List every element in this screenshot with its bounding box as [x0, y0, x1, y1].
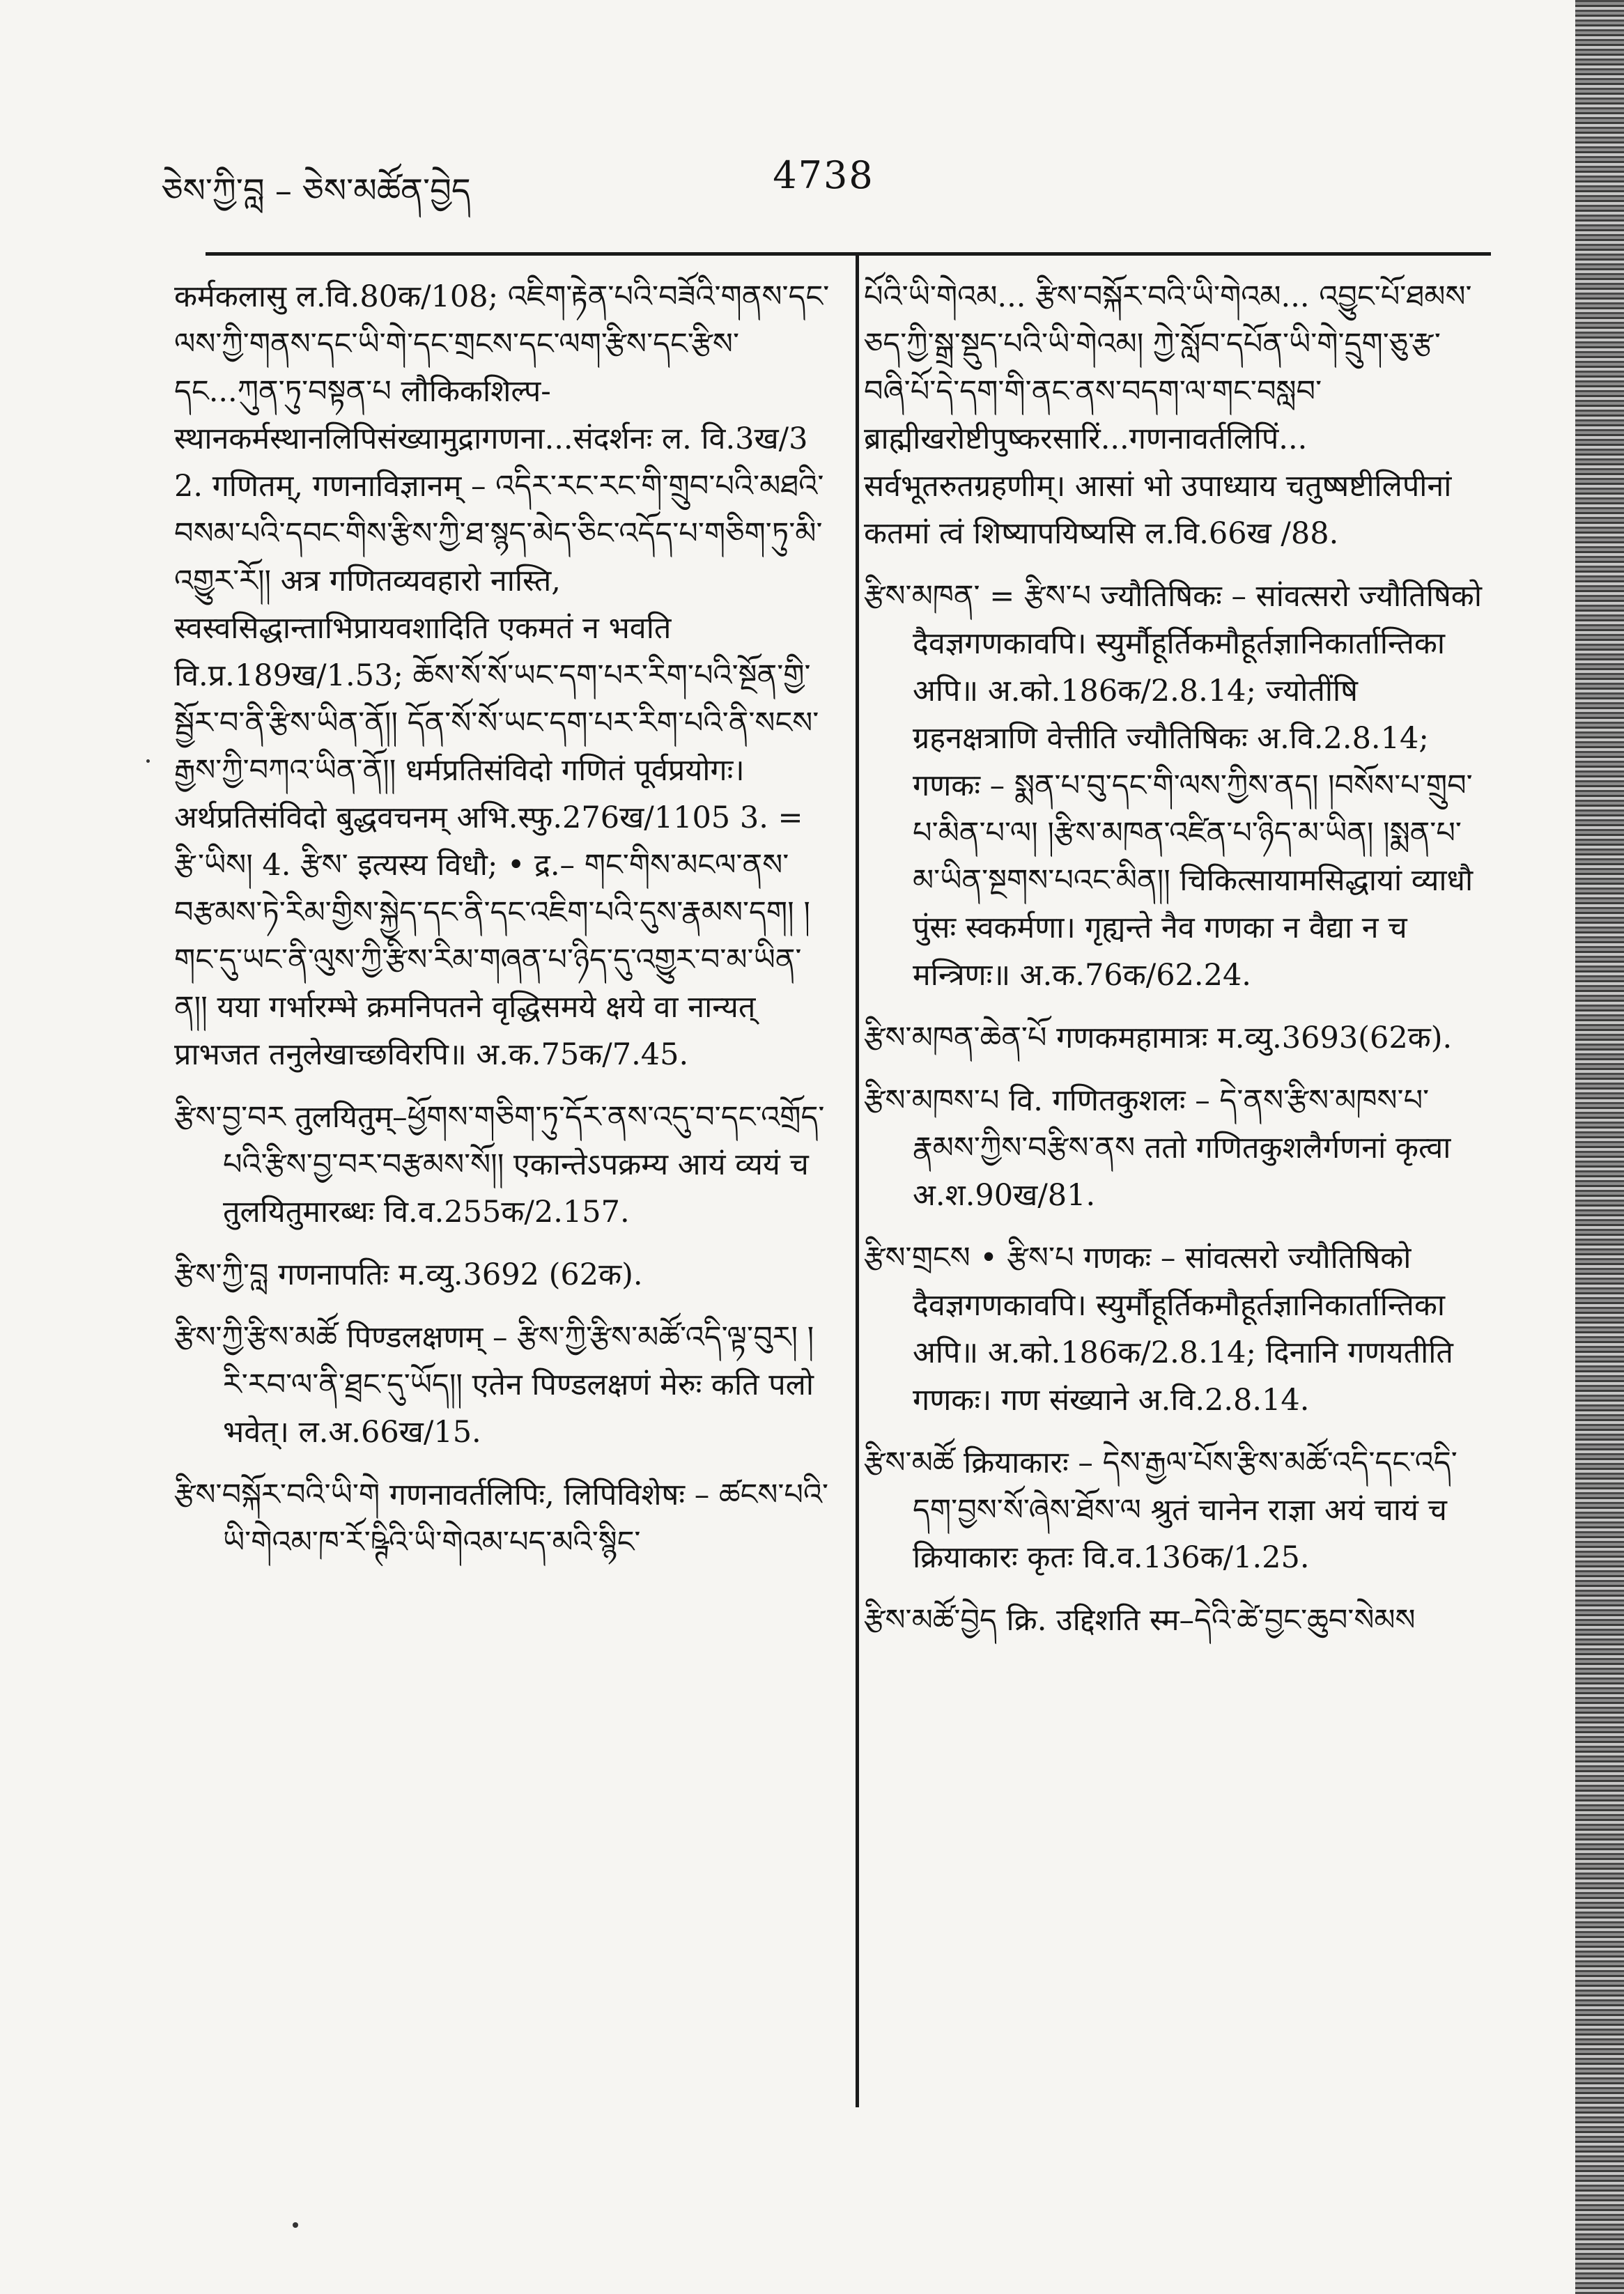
- dictionary-entry: རྩིས་མཚོ་བྱེད क्रि. उद्दिशति स्म–དེའི་ཚེ་བྱང་ཆུབ་སེམས: [864, 1603, 1416, 1638]
- dictionary-entry: རྩིས་མཁན་ = རྩིས་པ ज्यौतिषिकः – सांवत्सरो ज्यौतिषिको दैवज्ञगणकावपि। स्युर्मौहूर्तिकमौहूर्तज्ञानिकार्तान्तिका अपि॥ अ.को.186क/2.8.14; ज्योतींषि ग्रहनक्षत्राणि वेत्तीति ज्यौतिषिकः अ.वि.2.8.14; गणकः – སྨན་པ་བུ་དང་གི་ལས་ཀྱིས་ནད། །བསོས་པ་གྲུབ་པ་མིན་པ་ལ། །རྩིས་མཁན་འཛིན་པ་ཉིད་མ་ཡིན། །སྨན་པ་མ་ཡིན་སྔགས་པའང་མིན།། चिकित्सायामसिद्धायां व्याधौ पुंसः स्वकर्मणा। गृह्यन्ते नैव गणका न वैद्या न च मन्त्रिणः॥ अ.क.76क/62.24.: [864, 579, 1482, 993]
- dictionary-entry: རྩིས་བྱ་བར तुलयितुम्–ཕྱོགས་གཅིག་ཏུ་དོར་ནས་འདུ་བ་དང་འགྲོད་པའི་རྩིས་བྱ་བར་བརྩམས་སོ།། एकान्तेऽपक्रम्य आयं व्ययं च तुलयितुमारब्धः वि.व.255क/2.157.: [174, 1100, 825, 1230]
- scan-speck: [293, 2222, 298, 2228]
- dictionary-entry: རྩིས་བསྐོར་བའི་ཡི་གེ गणनावर्तलिपिः, लिपिविशेषः – ཚངས་པའི་ཡི་གེའམ་ཁ་རོ་ཥྚིའི་ཡི་གེའམ་པད་མའི་སྙིང་: [174, 1478, 829, 1560]
- dictionary-entry: རྩིས་མཁས་པ वि. गणितकुशलः – དེ་ནས་རྩིས་མཁས་པ་རྣམས་ཀྱིས་བརྩིས་ནས ततो गणितकुशलैर्गणनां कृत्वा अ.श.90ख/81.: [864, 1083, 1451, 1213]
- scan-edge-artifact: [1575, 0, 1624, 2294]
- right-column: [864, 273, 1484, 1659]
- dictionary-entry: རྩིས་མཚོ क्रियाकारः – དེས་རྒྱལ་པོས་རྩིས་མཚོ་འདི་དང་འདི་དག་བྱས་སོ་ཞེས་ཐོས་ལ श्रुतं चानेन राज्ञा अयं चायं च क्रियाकारः कृतः वि.व.136क/1.25.: [864, 1446, 1457, 1575]
- dictionary-entry: རྩིས་ཀྱི་བླ गणनापतिः म.व्यु.3692 (62क).: [174, 1257, 643, 1292]
- scan-speck: [146, 759, 150, 763]
- running-head: ཅེས་ཀྱི་བླ – ཅེས་མཚོན་བྱེད: [162, 171, 471, 210]
- dictionary-entry: རྩིས་གྲངས • རྩིས་པ गणकः – सांवत्सरो ज्यौतिषिको दैवज्ञगणकावपि। स्युर्मौहूर्तिकमौहूर्तज्ञानिकार्तान्तिका अपि॥ अ.को.186क/2.8.14; दिनानि गणयतीति गणकः। गण संख्याने अ.वि.2.8.14.: [864, 1241, 1453, 1418]
- dictionary-entry: རྩིས་མཁན་ཆེན་པོ गणकमहामात्रः म.व्यु.3693(62क).: [864, 1021, 1453, 1055]
- entry-continuation: कर्मकलासु ल.वि.80क/108; འཇིག་རྟེན་པའི་བཟོའི་གནས་དང་ལས་ཀྱི་གནས་དང་ཡི་གེ་དང་གྲངས་དང་ལག་རྩིས་དང་རྩིས་དང...ཀུན་ཏུ་བསྟན་པ लौकिकशिल्प-स्थानकर्मस्थानलिपिसंख्यामुद्रागणना...संदर्शनः ल. वि.3ख/3 2. गणितम्, गणनाविज्ञानम् – འདིར་རང་རང་གི་གྲུབ་པའི་མཐའི་བསམ་པའི་དབང་གིས་རྩིས་ཀྱི་ཐ་སྙད་མེད་ཅིང་འདོད་པ་གཅིག་ཏུ་མི་འགྱུར་རོ།། अत्र गणितव्यवहारो नास्ति, स्वस्वसिद्धान्ताभिप्रायवशादिति एकमतं न भवति वि.प्र.189ख/1.53; ཆོས་སོ་སོ་ཡང་དག་པར་རིག་པའི་སྔོན་གྱི་སྦྱོར་བ་ནི་རྩིས་ཡིན་ནོ།། དོན་སོ་སོ་ཡང་དག་པར་རིག་པའི་ནི་སངས་རྒྱས་ཀྱི་བཀའ་ཡིན་ནོ།། धर्मप्रतिसंविदो गणितं पूर्वप्रयोगः। अर्थप्रतिसंविदो बुद्धवचनम् अभि.स्फु.276ख/1105 3. = རྩི་ཡིས། 4. རྩིས་ इत्यस्य विधौ; • द्र.– གང་གིས་མངལ་ནས་བརྩམས་ཏེ་རིམ་གྱིས་སྐྱེད་དང་ནི་དང་འཇིག་པའི་དུས་རྣམས་དག། །གང་དུ་ཡང་ནི་ལུས་ཀྱི་རྩིས་རིམ་གཞན་པ་ཉིད་དུ་འགྱུར་བ་མ་ཡིན་ན།། यया गर्भारम्भे क्रमनिपतने वृद्धिसमये क्षये वा नान्यत् प्राभजत तनुलेखाच्छविरपि॥ अ.क.75क/7.45.: [174, 279, 830, 1072]
- column-divider: [856, 254, 859, 2107]
- entry-continuation: པོའི་ཡི་གེའམ... རྩིས་བསྐོར་བའི་ཡི་གེའམ... འབྱུང་པོ་ཐམས་ཅད་ཀྱི་སྒྲ་སྡུད་པའི་ཡི་གེའམ། ཀྱེ་སློབ་དཔོན་ཡི་གེ་དྲུག་ཅུ་རྩ་བཞི་པོ་དེ་དག་གི་ནང་ནས་བདག་ལ་གང་བསླབ་ ब्राह्मीखरोष्टीपुष्करसारिं...गणनावर्तलिपिं... सर्वभूतरुतग्रहणीम्। आसां भो उपाध्याय चतुष्षष्टीलिपीनां कतमां त्वं शिष्यापयिष्यसि ल.वि.66ख /88.: [864, 279, 1472, 551]
- page-header: [162, 153, 1485, 216]
- header-rule: [206, 252, 1491, 256]
- left-column: [174, 273, 833, 1581]
- page-number: 4738: [773, 153, 874, 197]
- dictionary-entry: རྩིས་ཀྱི་རྩིས་མཚོ पिण्डलक्षणम् – རྩིས་ཀྱི་རྩིས་མཚོ་འདི་ལྟ་བུར། །རི་རབ་ལ་ནི་ཐྲང་དུ་ཡོད།། एतेन पिण्डलक्षणं मेरुः कति पलो भवेत्। ल.अ.66ख/15.: [174, 1320, 814, 1450]
